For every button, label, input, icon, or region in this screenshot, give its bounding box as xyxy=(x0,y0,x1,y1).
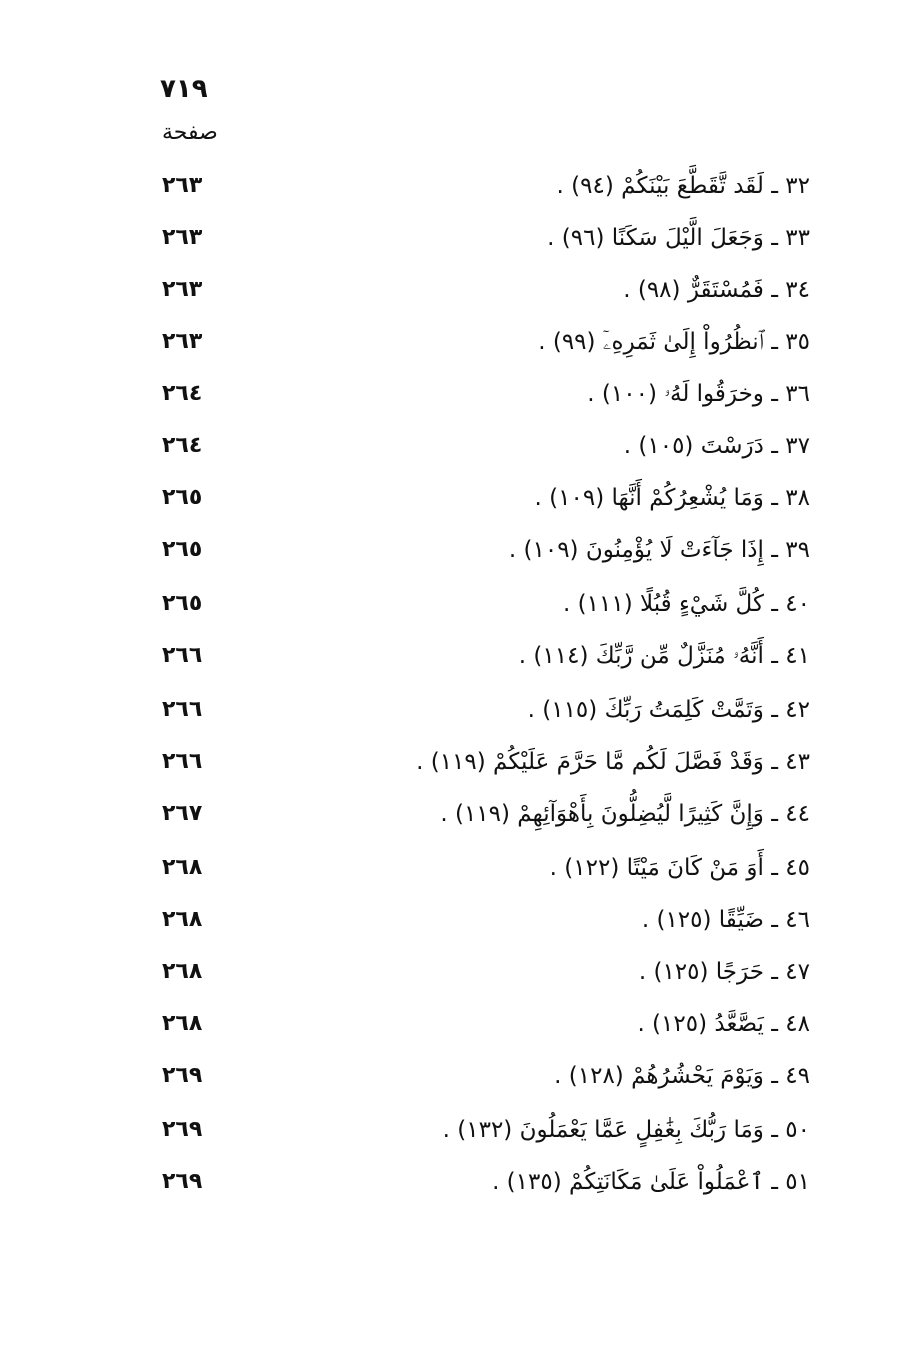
entry-page-number: ٢٦٦ xyxy=(162,697,203,722)
entry-page-number: ٢٦٧ xyxy=(162,801,203,826)
entry-text: ٤٧ ـ حَرَجًا (١٢٥) . xyxy=(638,959,810,985)
index-entry xyxy=(150,1056,810,1096)
entry-text: ٣٧ ـ دَرَسْتَ (١٠٥) . xyxy=(623,433,810,459)
entry-page-number: ٢٦٨ xyxy=(162,1011,203,1036)
entry-text: ٥٠ ـ وَمَا رَبُّكَ بِغَٰفِلٍ عَمَّا يَعْمَلُونَ (١٣٢) . xyxy=(442,1117,810,1143)
index-entry xyxy=(150,166,810,206)
entry-text: ٤٨ ـ يَصَّعَّدُ (١٢٥) . xyxy=(637,1011,810,1037)
page-number: ٧١٩ xyxy=(160,74,208,104)
entry-page-number: ٢٦٩ xyxy=(162,1169,203,1194)
entry-page-number: ٢٦٤ xyxy=(162,381,203,406)
index-entry xyxy=(150,1110,810,1150)
page-column-header: صفحة xyxy=(162,120,218,145)
index-entry xyxy=(150,478,810,518)
index-entry xyxy=(150,1162,810,1202)
entry-text: ٤٥ ـ أَوَ مَنْ كَانَ مَيْتًا (١٢٢) . xyxy=(549,855,810,881)
entry-page-number: ٢٦٣ xyxy=(162,225,203,250)
entry-text: ٣٨ ـ وَمَا يُشْعِرُكُمْ أَنَّهَا (١٠٩) . xyxy=(534,485,810,511)
entry-page-number: ٢٦٥ xyxy=(162,485,203,510)
index-entry xyxy=(150,952,810,992)
entry-text: ٥١ ـ ٱعْمَلُواْ عَلَىٰ مَكَانَتِكُمْ (١٣٥) . xyxy=(492,1169,810,1195)
entry-text: ٤٩ ـ وَيَوْمَ يَحْشُرُهُمْ (١٢٨) . xyxy=(554,1063,810,1089)
entry-page-number: ٢٦٩ xyxy=(162,1117,203,1142)
index-entry xyxy=(150,848,810,888)
index-entry xyxy=(150,530,810,570)
entry-page-number: ٢٦٤ xyxy=(162,433,203,458)
index-entry xyxy=(150,218,810,258)
entry-text: ٤١ ـ أَنَّهُۥ مُنَزَّلٌ مِّن رَّبِّكَ (١١٤) . xyxy=(518,643,810,669)
index-entry xyxy=(150,584,810,624)
index-entry xyxy=(150,900,810,940)
entry-text: ٣٥ ـ ٱنظُرُواْ إِلَىٰ ثَمَرِهِۦٓ (٩٩) . xyxy=(538,329,810,355)
index-entry xyxy=(150,794,810,834)
index-entry xyxy=(150,742,810,782)
entry-text: ٣٩ ـ إِذَا جَآءَتْ لَا يُؤْمِنُونَ (١٠٩) . xyxy=(508,537,810,563)
index-entry xyxy=(150,270,810,310)
index-entry xyxy=(150,426,810,466)
entry-text: ٣٦ ـ وخرَقُوا لَهُۥ (١٠٠) . xyxy=(587,381,810,407)
entry-page-number: ٢٦٦ xyxy=(162,749,203,774)
entry-text: ٤٠ ـ كُلَّ شَيْءٍ قُبُلًا (١١١) . xyxy=(563,591,810,617)
entry-text: ٤٤ ـ وَإِنَّ كَثِيرًا لَّيُضِلُّونَ بِأَهْوَآئِهِمْ (١١٩) . xyxy=(440,801,810,827)
entry-page-number: ٢٦٨ xyxy=(162,959,203,984)
entry-text: ٤٦ ـ ضَيِّقًا (١٢٥) . xyxy=(641,907,810,933)
entry-text: ٤٣ ـ وَقَدْ فَصَّلَ لَكُم مَّا حَرَّمَ عَلَيْكُمْ (١١٩) . xyxy=(416,749,810,775)
index-entry xyxy=(150,1004,810,1044)
entry-text: ٤٢ ـ وَتَمَّتْ كَلِمَتُ رَبِّكَ (١١٥) . xyxy=(527,697,810,723)
entry-page-number: ٢٦٣ xyxy=(162,173,203,198)
entry-page-number: ٢٦٨ xyxy=(162,855,203,880)
entry-page-number: ٢٦٦ xyxy=(162,643,203,668)
entry-page-number: ٢٦٨ xyxy=(162,907,203,932)
entry-text: ٣٤ ـ فَمُسْتَقَرٌّ (٩٨) . xyxy=(623,277,810,303)
entry-text: ٣٣ ـ وَجَعَلَ الَّيْلَ سَكَنًا (٩٦) . xyxy=(547,225,810,251)
entry-page-number: ٢٦٣ xyxy=(162,329,203,354)
entry-page-number: ٢٦٩ xyxy=(162,1063,203,1088)
entry-page-number: ٢٦٥ xyxy=(162,591,203,616)
index-entry xyxy=(150,690,810,730)
index-entry xyxy=(150,374,810,414)
index-entry xyxy=(150,322,810,362)
entry-page-number: ٢٦٣ xyxy=(162,277,203,302)
entry-page-number: ٢٦٥ xyxy=(162,537,203,562)
index-entry xyxy=(150,636,810,676)
entry-text: ٣٢ ـ لَقَد تَّقَطَّعَ بَيْنَكُمْ (٩٤) . xyxy=(556,173,810,199)
